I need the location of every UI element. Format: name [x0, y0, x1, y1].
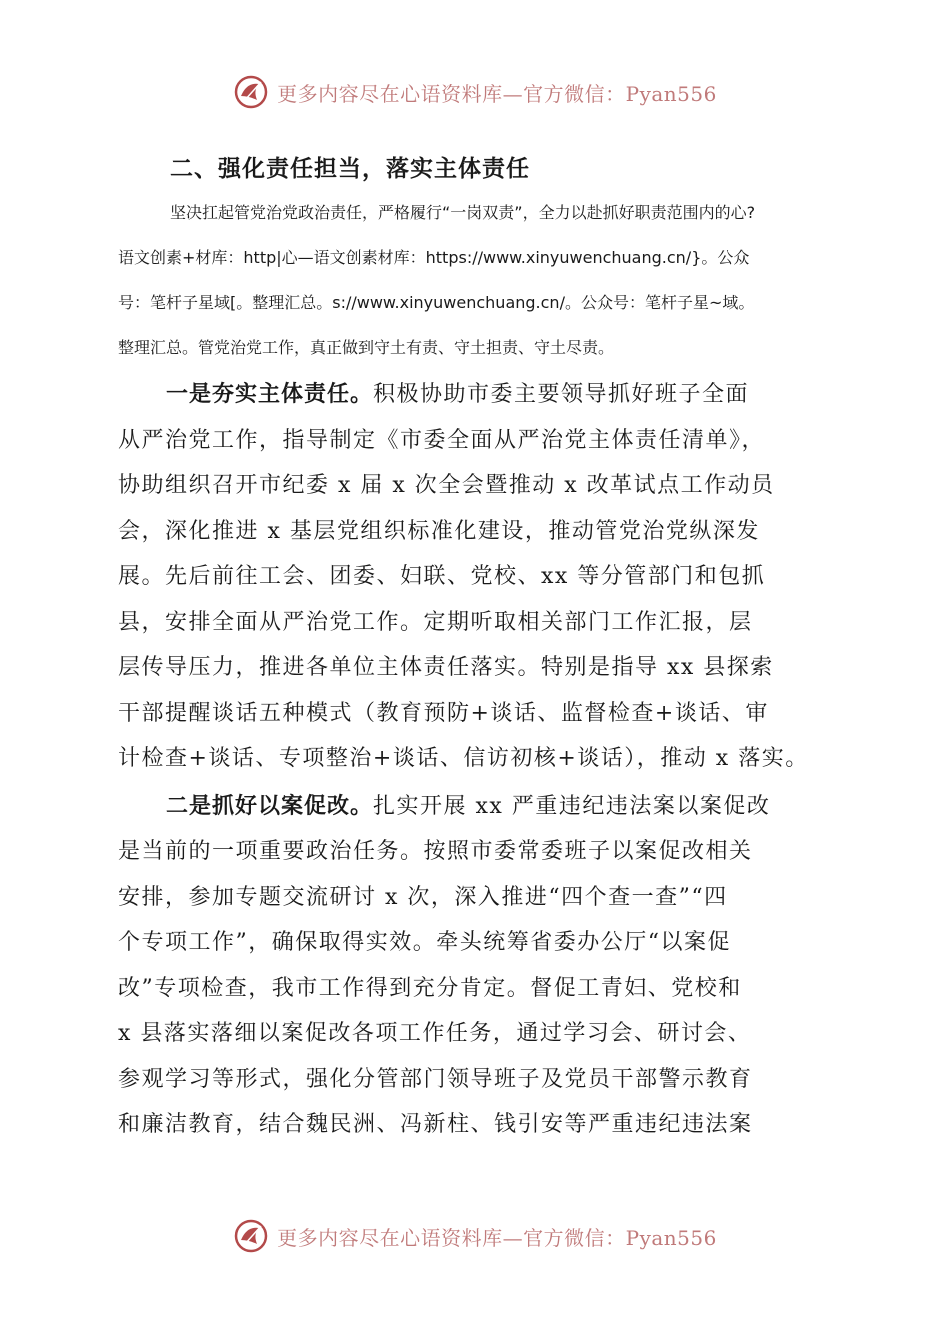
intro-paragraph — [118, 190, 836, 370]
paragraph-line: 安排，参加专题交流研讨 x 次，深入推进“四个查一查”“四 — [118, 884, 728, 910]
footer-banner-text: 更多内容尽在心语资料库—官方微信：Pyan556 — [277, 1225, 717, 1250]
paragraph-line: 会，深化推进 x 基层党组织标准化建设，推动管党治党纵深发 — [118, 518, 760, 544]
seal-logo-icon — [233, 74, 269, 110]
paragraph-line: 县，安排全面从严治党工作。定期听取相关部门工作汇报，层 — [118, 609, 753, 635]
paragraph-text: 扎实开展 xx 严重违纪违法案以案促改 — [373, 793, 771, 819]
paragraph-line: 协助组织召开市纪委 x 届 x 次全会暨推动 x 改革试点工作动员 — [118, 473, 775, 498]
seal-logo-icon — [233, 1218, 269, 1254]
paragraph-case-reform — [118, 784, 836, 1148]
intro-line: 语文创素+材库：http|心—语文创素材库：https://www.xinyuwenchuang.cn/}。公众 — [118, 248, 750, 267]
paragraph-line — [118, 372, 836, 418]
paragraph-line: 和廉洁教育，结合魏民洲、冯新柱、钱引安等严重违纪违法案 — [118, 1112, 753, 1137]
intro-line: 号：笔杆子星域[。整理汇总。s://www.xinyuwenchuang.cn/。公众号：笔杆子星~域。 — [118, 293, 755, 312]
paragraph-text: 积极协助市委主要领导抓好班子全面 — [373, 382, 750, 407]
header-banner — [0, 72, 950, 112]
paragraph-line: 展。先后前往工会、团委、妇联、党校、xx 等分管部门和包抓 — [118, 564, 766, 589]
paragraph-responsibility — [118, 372, 836, 782]
paragraph-line — [118, 784, 836, 830]
paragraph-line: 改”专项检查，我市工作得到充分肯定。督促工青妇、党校和 — [118, 975, 742, 1001]
paragraph-lead: 一是夯实主体责任。 — [166, 382, 374, 407]
footer-banner — [0, 1216, 950, 1256]
section-heading: 二、强化责任担当，落实主体责任 — [170, 156, 530, 182]
intro-line: 坚决扛起管党治党政治责任，严格履行“一岗双责”，全力以赴抓好职责范围内的心? — [170, 203, 756, 222]
paragraph-line: 个专项工作”，确保取得实效。牵头统筹省委办公厅“以案促 — [118, 930, 731, 955]
paragraph-line: 层传导压力，推进各单位主体责任落实。特别是指导 xx 县探索 — [118, 655, 774, 680]
paragraph-line: 参观学习等形式，强化分管部门领导班子及党员干部警示教育 — [118, 1066, 753, 1092]
document-body — [118, 148, 836, 1148]
intro-line: 整理汇总。管党治党工作，真正做到守土有责、守土担责、守土尽责。 — [118, 338, 615, 357]
header-banner-text: 更多内容尽在心语资料库—官方微信：Pyan556 — [277, 81, 717, 106]
paragraph-line: 从严治党工作，指导制定《市委全面从严治党主体责任清单》， — [118, 427, 766, 453]
paragraph-line: x 县落实落细以案促改各项工作任务，通过学习会、研讨会、 — [118, 1021, 752, 1046]
paragraph-line: 干部提醒谈话五种模式（教育预防+谈话、监督检查+谈话、审 — [118, 700, 769, 726]
paragraph-lead: 二是抓好以案促改。 — [166, 793, 374, 819]
paragraph-line: 计检查+谈话、专项整治+谈话、信访初核+谈话），推动 x 落实。 — [118, 746, 809, 771]
paragraph-line: 是当前的一项重要政治任务。按照市委常委班子以案促改相关 — [118, 839, 753, 864]
